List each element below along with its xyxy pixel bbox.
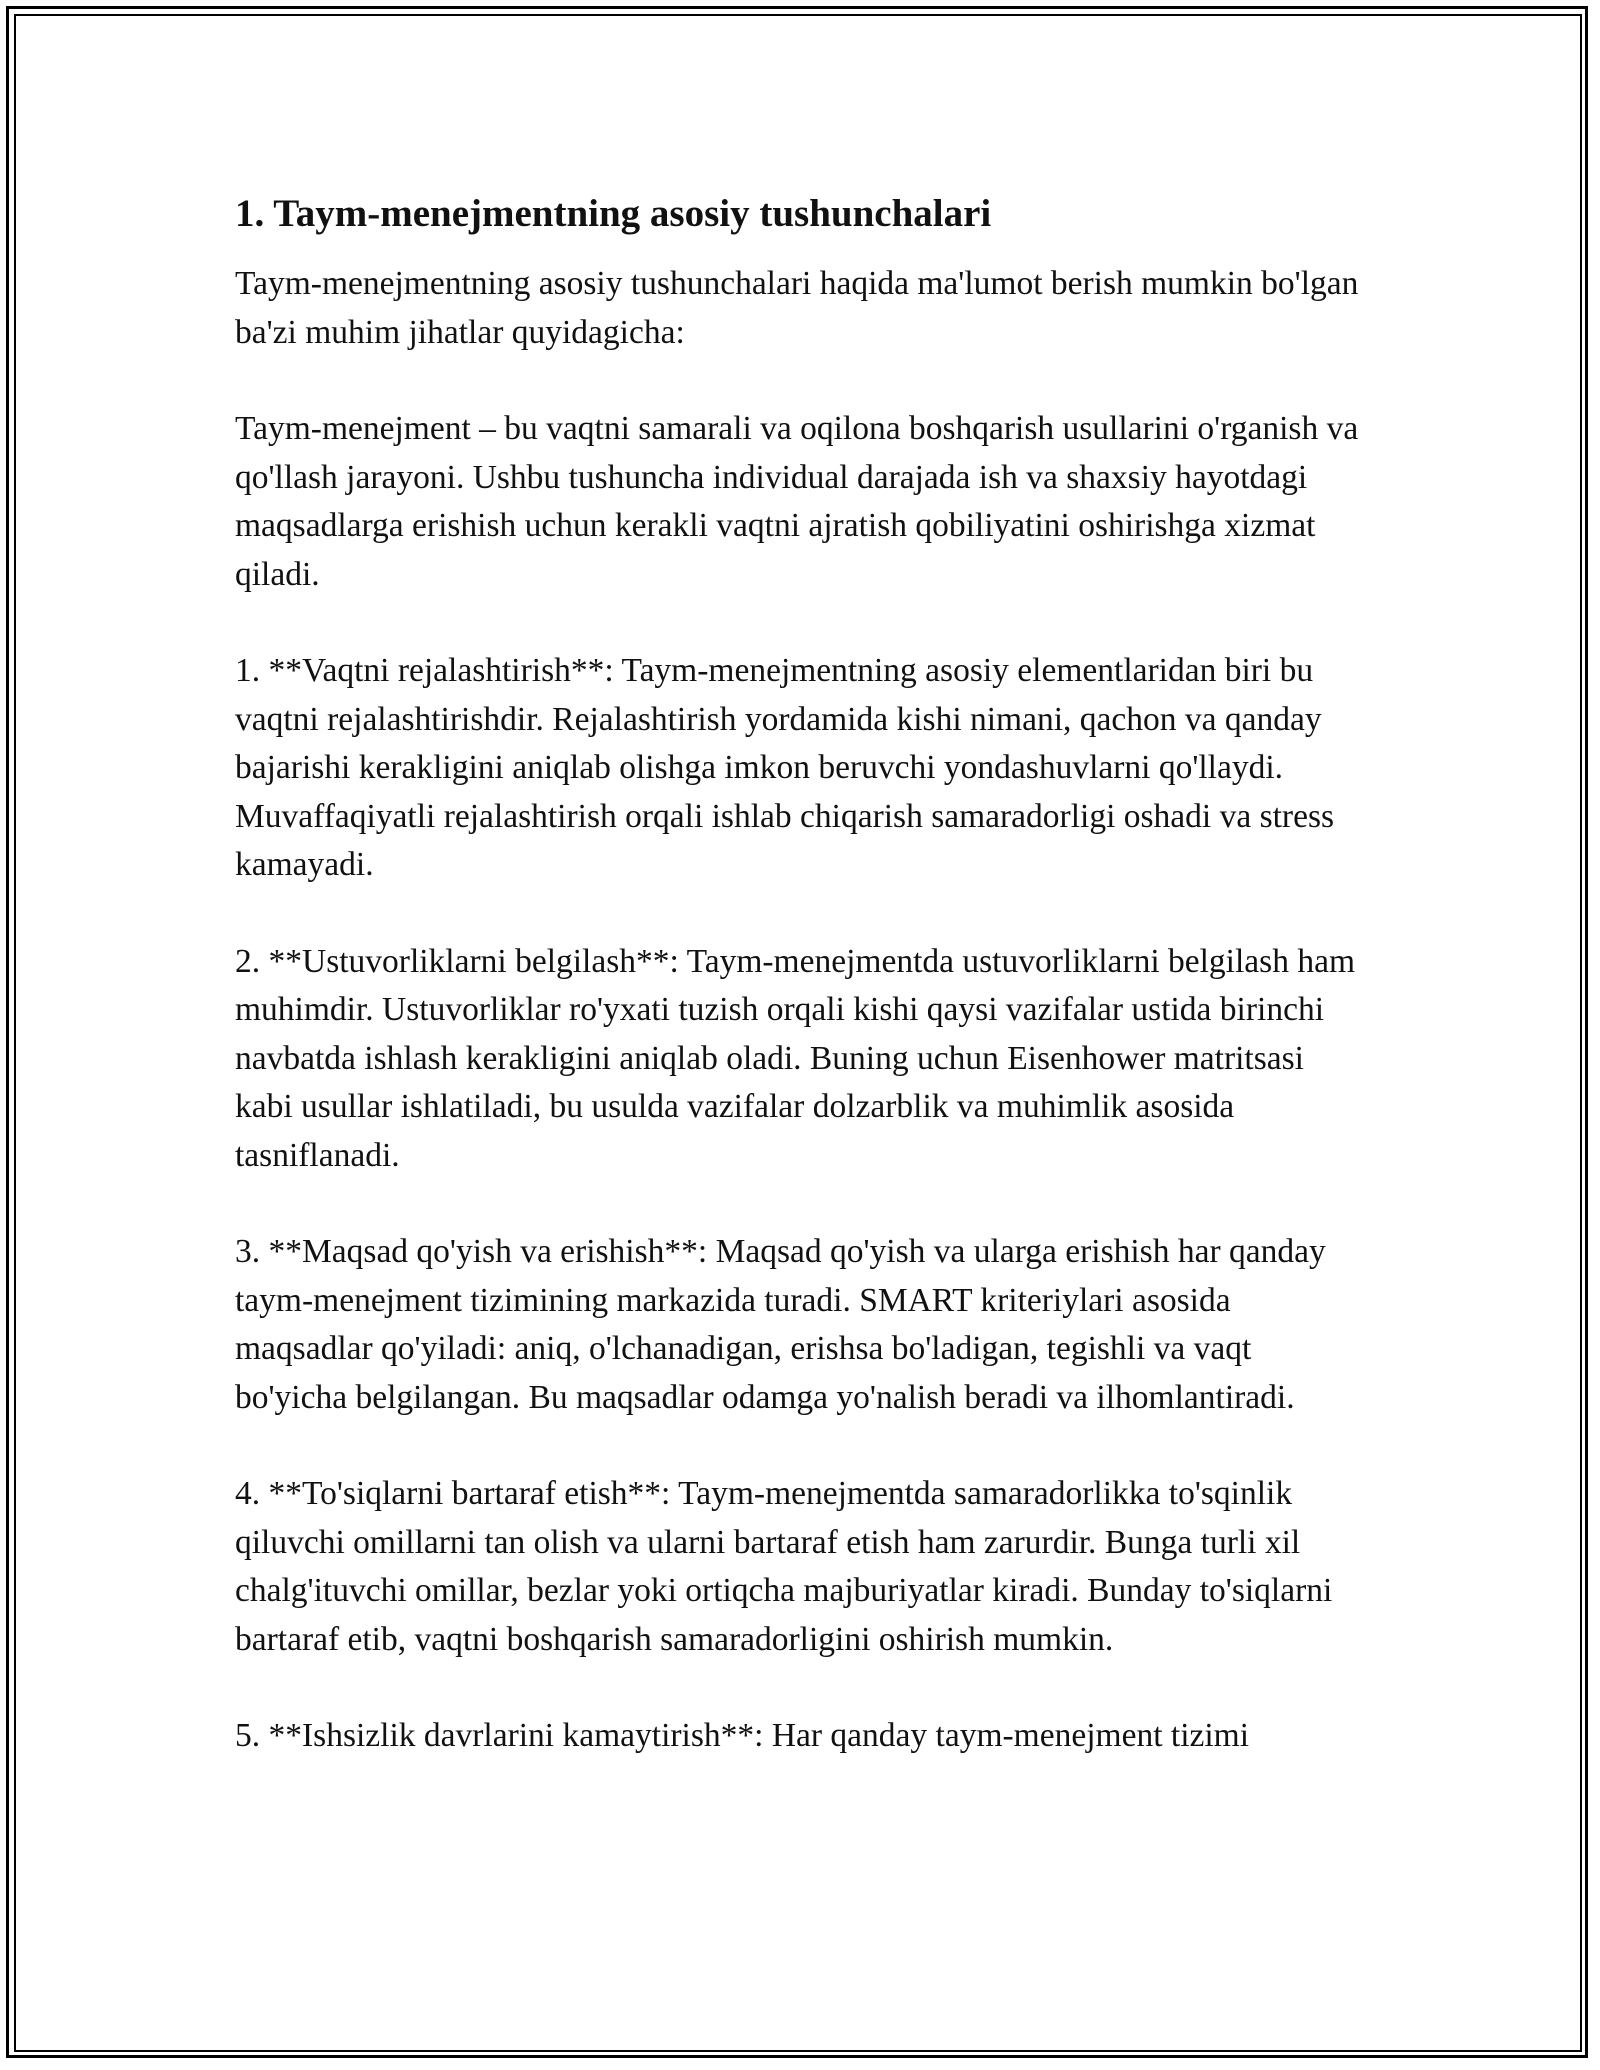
paragraph-item-4: 4. **To'siqlarni bartaraf etish**: Taym-menejmentda samaradorlikka to'sqinlik qiluvchi omillarni tan olish va ularni bartaraf etish ham zarurdir. Bunga turli xil chalg'ituvchi omillar, bezlar yoki ortiqcha majburiyatlar kiradi. Bunday to'siqlarni bartaraf etib, vaqtni boshqarish samaradorligini oshirish mumkin.: [235, 1475, 1333, 1658]
paragraph-item-1: 1. **Vaqtni rejalashtirish**: Taym-menejmentning asosiy elementlaridan biri bu vaqtni rejalashtirishdir. Rejalashtirish yordamida kishi nimani, qachon va qanday bajarishi kerakligini aniqlab olishga imkon beruvchi yondashuvlarni qo'llaydi. Muvaffaqiyatli rejalashtirish orqali ishlab chiqarish samaradorligi oshadi va stress kamayadi.: [235, 652, 1335, 883]
paragraph-item-3: 3. **Maqsad qo'yish va erishish**: Maqsad qo'yish va ularga erishish har qanday taym-menejment tizimining markazida turadi. SMART kriteriylari asosida maqsadlar qo'yiladi: aniq, o'lchanadigan, erishsa bo'ladigan, tegishli va vaqt bo'yicha belgilangan. Bu maqsadlar odamga yo'nalish beradi va ilhomlantiradi.: [235, 1233, 1326, 1416]
paragraph-definition: Taym-menejment – bu vaqtni samarali va oqilona boshqarish usullarini o'rganish va qo'llash jarayoni. Ushbu tushuncha individual darajada ish va shaxsiy hayotdagi maqsadlarga erishish uchun kerakli vaqtni ajratish qobiliyatini oshirishga xizmat qiladi.: [235, 410, 1359, 593]
paragraph-intro: Taym-menejmentning asosiy tushunchalari haqida ma'lumot berish mumkin bo'lgan ba'zi muhim jihatlar quyidagicha:: [235, 265, 1359, 351]
paragraph-item-5: 5. **Ishsizlik davrlarini kamaytirish**: Har qanday taym-menejment tizimi: [235, 1717, 1250, 1754]
document-body: [235, 188, 1365, 1809]
paragraph-item-2: 2. **Ustuvorliklarni belgilash**: Taym-menejmentda ustuvorliklarni belgilash ham muhimdir. Ustuvorliklar ro'yxati tuzish orqali kishi qaysi vazifalar ustida birinchi navbatda ishlash kerakligini aniqlab oladi. Buning uchun Eisenhower matritsasi kabi usullar ishlatiladi, bu usulda vazifalar dolzarblik va muhimlik asosida tasniflanadi.: [235, 942, 1356, 1174]
document-title: 1. Taym-menejmentning asosiy tushunchalari: [235, 192, 992, 235]
